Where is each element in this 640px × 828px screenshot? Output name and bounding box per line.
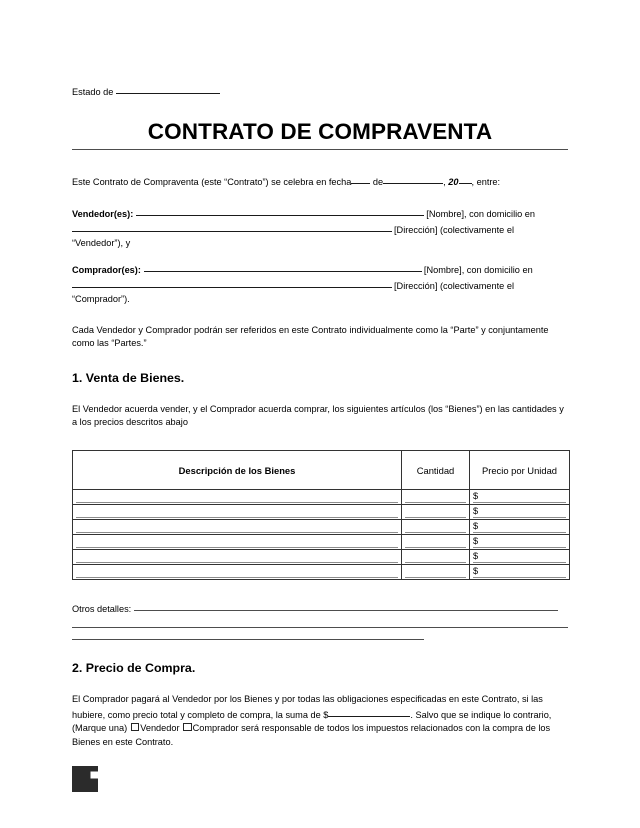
buyer-name-field[interactable] <box>144 262 422 272</box>
buyer-block <box>72 262 568 306</box>
seller-address-field[interactable] <box>72 222 392 232</box>
column-header-quantity: Cantidad <box>402 451 470 490</box>
description-rule <box>76 577 398 578</box>
cell-unit-price[interactable] <box>470 505 570 520</box>
seller-name-tag: [Nombre], con domicilio en <box>426 209 536 220</box>
section-2-body <box>72 693 568 749</box>
goods-table-header-row <box>73 451 570 490</box>
other-details-block <box>72 601 568 640</box>
purchase-sum-field[interactable] <box>328 707 410 717</box>
goods-table <box>72 450 570 580</box>
price-rule <box>473 562 566 563</box>
description-rule <box>76 547 398 548</box>
seller-block <box>72 206 568 250</box>
cell-description[interactable] <box>73 520 402 535</box>
section-1-body: El Vendedor acuerda vender, y el Comprador acuerda comprar, los siguientes artículos (los “Bienes”) en las cantidades y a los precios descritos abajo <box>72 404 564 428</box>
buyer-closing-row: “Comprador”). <box>72 294 130 305</box>
intro-text-part1: Este Contrato de Compraventa (este “Contrato”) se celebra en fecha <box>72 177 352 187</box>
cell-description[interactable] <box>73 490 402 505</box>
price-rule <box>473 517 566 518</box>
description-rule <box>76 562 398 563</box>
buyer-label: Comprador(es): <box>72 265 141 276</box>
price-rule <box>473 577 566 578</box>
buyer-address-tag: [Dirección] (colectivamente el <box>394 280 514 291</box>
intro-year-field[interactable] <box>459 174 472 184</box>
intro-text-part4: , entre: <box>471 177 501 187</box>
other-details-field-line-2[interactable] <box>72 616 568 628</box>
table-row <box>73 550 570 565</box>
cell-unit-price[interactable] <box>470 550 570 565</box>
currency-symbol: $ <box>473 491 479 502</box>
cell-description[interactable] <box>73 535 402 550</box>
seller-name-row <box>72 206 568 221</box>
price-rule <box>473 532 566 533</box>
section-1-heading: 1. Venta de Bienes. <box>72 371 185 386</box>
quantity-rule <box>405 547 466 548</box>
table-row <box>73 490 570 505</box>
checkbox-seller-label: Vendedor <box>140 723 180 734</box>
cell-quantity[interactable] <box>402 490 470 505</box>
seller-address-row <box>72 222 568 237</box>
cell-quantity[interactable] <box>402 505 470 520</box>
seller-name-field[interactable] <box>136 206 424 216</box>
other-details-field-line-1[interactable] <box>134 601 558 611</box>
parties-paragraph: Cada Vendedor y Comprador podrán ser referidos en este Contrato individualmente como la “Parte” y conjuntamente como las “Partes.” <box>72 324 549 348</box>
buyer-address-field[interactable] <box>72 278 392 288</box>
quantity-rule <box>405 517 466 518</box>
column-header-unit-price: Precio por Unidad <box>470 451 570 490</box>
intro-text-part2: de <box>372 177 384 187</box>
other-details-label: Otros detalles: <box>72 604 132 615</box>
section-2-text-part3: Salvo que se indique lo contrario, (Marque una) <box>72 709 552 734</box>
state-line <box>72 84 568 99</box>
table-row <box>73 505 570 520</box>
quantity-rule <box>405 562 466 563</box>
quantity-rule <box>405 577 466 578</box>
cell-description[interactable] <box>73 565 402 580</box>
quantity-rule <box>405 502 466 503</box>
state-blank-field[interactable] <box>116 84 220 94</box>
intro-month-field[interactable] <box>383 174 443 184</box>
cell-unit-price[interactable] <box>470 520 570 535</box>
seller-address-tag: [Dirección] (colectivamente el <box>394 224 514 235</box>
table-row <box>73 520 570 535</box>
document-content <box>72 84 568 749</box>
currency-symbol: $ <box>473 536 479 547</box>
section-2-text-part1: El Comprador pagará al Vendedor por los Bienes y por todas las obligaciones especificadas en este Contrato, si las hubiere, como precio total y completo de compra, la suma de $ <box>72 694 543 720</box>
currency-symbol: $ <box>473 566 479 577</box>
column-header-description: Descripción de los Bienes <box>73 451 402 490</box>
legal-templates-logo <box>72 766 98 792</box>
description-rule <box>76 517 398 518</box>
seller-closing-row: “Vendedor”), y <box>72 238 131 249</box>
table-row <box>73 535 570 550</box>
section-2-text-part2: . <box>410 709 413 720</box>
cell-quantity[interactable] <box>402 535 470 550</box>
cell-unit-price[interactable] <box>470 535 570 550</box>
other-details-row <box>72 601 568 616</box>
checkbox-buyer[interactable] <box>183 723 192 732</box>
intro-day-field[interactable] <box>351 174 370 184</box>
price-rule <box>473 502 566 503</box>
intro-year-prefix: 20 <box>448 177 459 187</box>
cell-unit-price[interactable] <box>470 565 570 580</box>
table-row <box>73 565 570 580</box>
currency-symbol: $ <box>473 551 479 562</box>
cell-quantity[interactable] <box>402 565 470 580</box>
cell-description[interactable] <box>73 505 402 520</box>
description-rule <box>76 532 398 533</box>
checkbox-buyer-label: Comprador <box>192 723 239 734</box>
currency-symbol: $ <box>473 521 479 532</box>
seller-label: Vendedor(es): <box>72 209 134 220</box>
section-2-heading: 2. Precio de Compra. <box>72 661 196 676</box>
cell-quantity[interactable] <box>402 550 470 565</box>
quantity-rule <box>405 532 466 533</box>
goods-table-body <box>73 490 570 580</box>
price-rule <box>473 547 566 548</box>
checkbox-seller[interactable] <box>131 723 140 732</box>
section-2-text-part4: será responsable de todos los impuestos relacionados con la compra de los Bienes en este Contrato. <box>72 723 551 747</box>
intro-text-part3: , <box>443 177 446 187</box>
intro-paragraph <box>72 174 568 189</box>
cell-description[interactable] <box>73 550 402 565</box>
buyer-name-tag: [Nombre], con domicilio en <box>423 265 533 276</box>
buyer-name-row <box>72 262 568 277</box>
state-label: Estado de <box>72 87 114 97</box>
cell-quantity[interactable] <box>402 520 470 535</box>
page-title: CONTRATO DE COMPRAVENTA <box>147 119 493 144</box>
currency-symbol: $ <box>473 506 479 517</box>
cell-unit-price[interactable] <box>470 490 570 505</box>
description-rule <box>76 502 398 503</box>
other-details-field-line-3[interactable] <box>72 628 424 640</box>
buyer-address-row <box>72 278 568 293</box>
